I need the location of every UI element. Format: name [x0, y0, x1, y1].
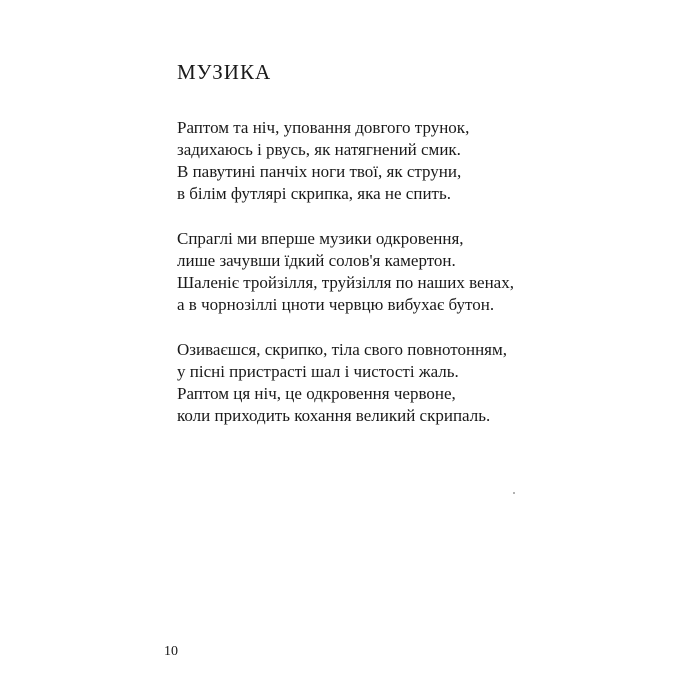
- poem-line: В павутині панчіх ноги твої, як струни,: [177, 162, 462, 181]
- poem-line: задихаюсь і рвусь, як натягнений смик.: [177, 140, 461, 159]
- poem-line: лише зачувши їдкий солов'я камертон.: [177, 251, 456, 270]
- poem-line: Спраглі ми вперше музики одкровення,: [177, 229, 464, 248]
- stanza-1: [177, 117, 597, 205]
- scan-speck: [513, 492, 515, 494]
- stanza-3: [177, 339, 597, 427]
- poem-line: Шаленіє тройзілля, труйзілля по наших венах,: [177, 273, 514, 292]
- poem-line: у пісні пристрасті шал і чистості жаль.: [177, 362, 459, 381]
- poem-body: [177, 117, 597, 450]
- poem-line: Раптом ця ніч, це одкровення червоне,: [177, 384, 456, 403]
- poem-line: в білім футлярі скрипка, яка не спить.: [177, 184, 451, 203]
- poem-line: а в чорнозіллі цноти червцю вибухає бутон.: [177, 295, 495, 314]
- poem-title: МУЗИКА: [177, 60, 272, 84]
- poem-line: коли приходить кохання великий скрипаль.: [177, 406, 491, 425]
- poem-line: Раптом та ніч, уповання довгого трунок,: [177, 118, 470, 137]
- poem-line: Озиваєшся, скрипко, тіла свого повнотонням,: [177, 340, 507, 359]
- page-number: 10: [164, 644, 178, 659]
- stanza-2: [177, 228, 597, 316]
